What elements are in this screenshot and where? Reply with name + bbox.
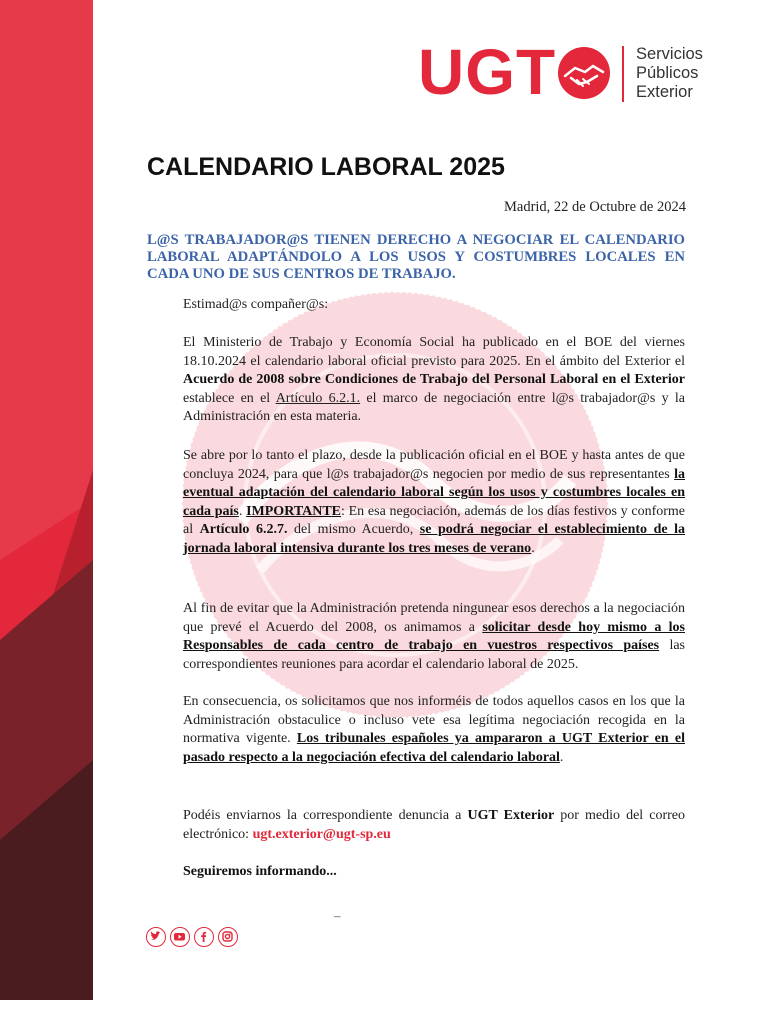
footer-dash: – (334, 908, 341, 923)
social-icons (146, 927, 238, 947)
logo-line-1: Servicios (636, 45, 703, 63)
instagram-icon[interactable] (218, 927, 238, 947)
ugt-logo-text: UGT (418, 36, 557, 108)
greeting: Estimad@s compañer@s: (183, 297, 329, 312)
logo-line-3: Exterior (636, 83, 693, 101)
paragraph-4: En consecuencia, os solicitamos que nos informéis de todos aquellos casos en los que la Administración obstaculice o incluso vete esa legítima negociación recogida en la normativa vigente. Los tribunales españoles ya ampararon a UGT Exterior en el pasado respecto a la negociación efectiva del calendario laboral. (183, 694, 685, 765)
decorative-side-band (0, 0, 93, 1000)
logo-line-2: Públicos (636, 64, 699, 82)
facebook-icon[interactable] (194, 927, 214, 947)
handshake-logo-icon (557, 46, 611, 100)
document-date: Madrid, 22 de Octubre de 2024 (503, 199, 686, 215)
paragraph-3: Al fin de evitar que la Administración pretenda ningunear esos derechos a la negociación que prevé el Acuerdo del 2008, os animamos a solicitar desde hoy mismo a los Responsables de cada centro de trabajo en vuestros respectivos países las correspondientes reuniones para acordar el calendario laboral de 2025. (183, 601, 685, 672)
logo-divider (622, 46, 624, 102)
paragraph-2: Se abre por lo tanto el plazo, desde la publicación oficial en el BOE y hasta antes de que concluya 2024, para que l@s trabajador@s negocien por medio de sus representantes la eventual adaptación del calendario laboral según los usos y costumbres locales en cada país. IMPORTANTE: En esa negociación, además de los días festivos y conforme al Artículo 6.2.7. del mismo Acuerdo, se podrá negociar el establecimiento de la jornada laboral intensiva durante los tres meses de verano. (183, 448, 686, 556)
twitter-icon[interactable] (146, 927, 166, 947)
email-link[interactable]: ugt.exterior@ugt-sp.eu (252, 826, 391, 842)
headline: L@S TRABAJADOR@S TIENEN DERECHO A NEGOCIAR EL CALENDARIO LABORAL ADAPTÁNDOLO A LOS USOS Y COSTUMBRES LOCALES EN CADA UNO DE SUS CENTROS DE TRABAJO. (147, 232, 685, 282)
youtube-icon[interactable] (170, 927, 190, 947)
document-title: CALENDARIO LABORAL 2025 (147, 153, 505, 181)
logo-subtitle (636, 45, 703, 102)
paragraph-5: Podéis enviarnos la correspondiente denuncia a UGT Exterior por medio del correo electrónico: ugt.exterior@ugt-sp.eu (183, 808, 685, 842)
closing: Seguiremos informando... (183, 864, 337, 879)
paragraph-1: El Ministerio de Trabajo y Economía Social ha publicado en el BOE del viernes 18.10.2024 el calendario laboral oficial previsto para 2025. En el ámbito del Exterior el Acuerdo de 2008 sobre Condiciones de Trabajo del Personal Laboral en el Exterior establece en el Artículo 6.2.1. el marco de negociación entre l@s trabajador@s y la Administración en esta materia. (183, 335, 685, 425)
